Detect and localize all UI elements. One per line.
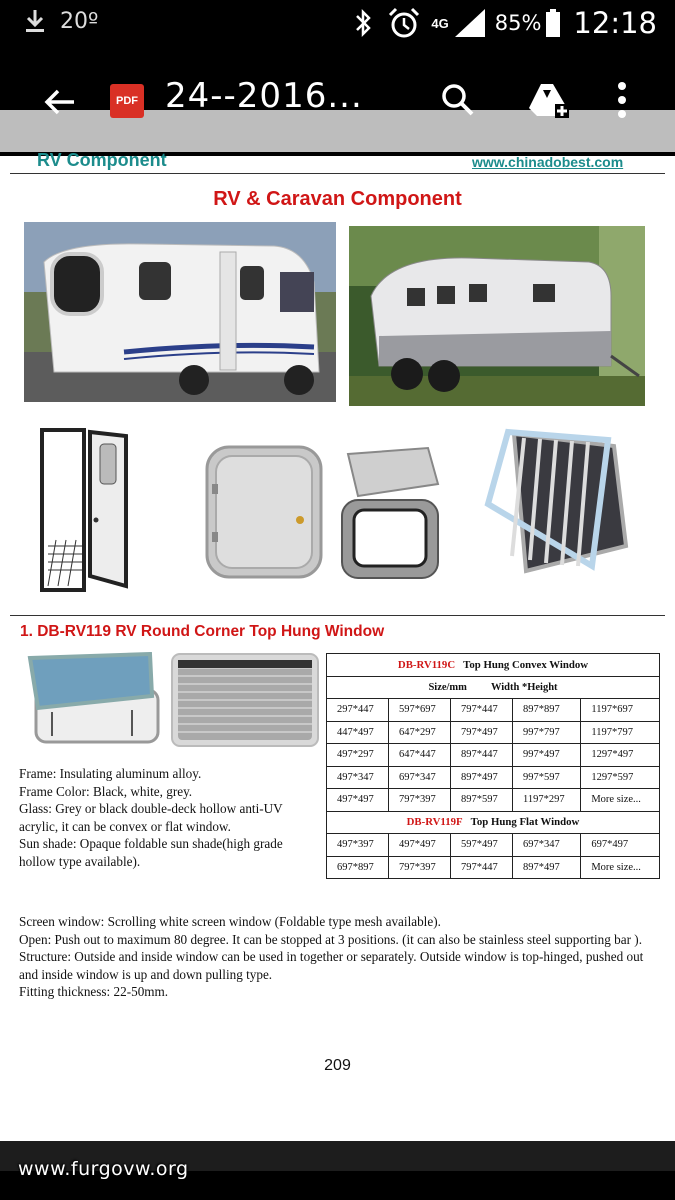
table-cell: 497*397 (327, 834, 389, 857)
network-type: 4G (431, 15, 449, 31)
page-number: 209 (324, 1057, 351, 1074)
locker-door-image (204, 444, 324, 580)
table-row (327, 654, 660, 677)
pdf-badge-label: PDF (116, 95, 138, 107)
page-header-left: RV Component (37, 150, 167, 170)
table-cell: 697*897 (327, 856, 389, 879)
spec-text (19, 765, 319, 870)
back-arrow-icon[interactable] (40, 82, 80, 122)
table-row (327, 744, 660, 767)
window-with-bars-image (484, 426, 636, 576)
table-row (327, 721, 660, 744)
drive-add-icon[interactable] (527, 80, 571, 120)
search-icon[interactable] (438, 80, 478, 120)
table-cell: 897*447 (451, 744, 513, 767)
table-cell: 597*497 (451, 834, 513, 857)
download-icon (24, 8, 46, 34)
description-text (19, 913, 659, 1001)
table-row (327, 834, 660, 857)
more-vert-icon[interactable] (608, 78, 636, 122)
section-rule (10, 615, 665, 616)
status-left (24, 8, 98, 34)
bluetooth-icon (353, 8, 373, 38)
table-cell: 497*497 (389, 834, 451, 857)
size-header: Size/mm (428, 681, 467, 693)
desc-fitting-thickness: Fitting thickness: 22-50mm. (19, 984, 169, 999)
table-cell: 897*497 (451, 766, 513, 789)
table-cell: 797*447 (451, 856, 513, 879)
status-right (353, 6, 657, 40)
header-rule (10, 173, 665, 174)
table-cell: 997*497 (513, 744, 581, 767)
flat-title-cell (327, 811, 660, 834)
alarm-icon (387, 6, 421, 40)
table-cell: 697*347 (513, 834, 581, 857)
table-cell: 1297*597 (581, 766, 660, 789)
table-cell: 447*497 (327, 721, 389, 744)
desc-open: Open: Push out to maximum 80 degree. It can be stopped at 3 positions. (it can also be stainless steel supporting bar ). (19, 931, 642, 947)
table-cell: 697*347 (389, 766, 451, 789)
table-cell: More size... (581, 789, 660, 812)
rv-door-image (38, 426, 133, 594)
pdf-page[interactable] (0, 150, 675, 1141)
table-cell: 1197*697 (581, 699, 660, 722)
convex-code: DB-RV119C (397, 658, 456, 671)
spec-frame: Frame: Insulating aluminum alloy. (19, 766, 202, 781)
desc-structure: Structure: Outside and inside window can be used in together or separately. Outside window is top-hinged, pushed out and inside window is up and down pulling type. (19, 949, 644, 982)
temperature: 20º (60, 8, 99, 34)
table-cell: 797*447 (451, 699, 513, 722)
pdf-file-icon (110, 84, 144, 118)
horse-trailer-photo (349, 226, 645, 406)
table-row (327, 699, 660, 722)
table-cell: 797*497 (451, 721, 513, 744)
table-cell: 997*797 (513, 721, 581, 744)
spec-glass: Glass: Grey or black double-deck hollow anti-UV acrylic, it can be convex or flat window. (19, 801, 283, 834)
convex-title-cell (327, 654, 660, 677)
flat-title: Top Hung Flat Window (470, 816, 580, 829)
table-cell: 497*347 (327, 766, 389, 789)
page-heading: RV & Caravan Component (213, 188, 462, 210)
table-row (327, 856, 660, 879)
table-row (327, 789, 660, 812)
table-cell: 497*497 (327, 789, 389, 812)
table-cell: More size... (581, 856, 660, 879)
table-cell: 497*297 (327, 744, 389, 767)
blind-screen-image (170, 652, 320, 748)
table-cell: 997*597 (513, 766, 581, 789)
table-cell: 897*597 (451, 789, 513, 812)
battery-percent: 85% (494, 11, 542, 35)
status-bar (0, 0, 675, 48)
size-header-dims: Width *Height (490, 681, 558, 693)
page-top-shadow (0, 110, 675, 152)
battery-icon (545, 8, 561, 38)
size-table (326, 653, 660, 879)
motorhome-photo (24, 222, 336, 402)
size-header-cell (327, 676, 660, 699)
table-cell: 1297*497 (581, 744, 660, 767)
section-title: 1. DB-RV119 RV Round Corner Top Hung Window (20, 623, 385, 640)
table-row (327, 811, 660, 834)
table-cell: 647*297 (389, 721, 451, 744)
spec-frame-color: Frame Color: Black, white, grey. (19, 783, 193, 799)
document-title: 24--2016... (165, 76, 363, 116)
table-row (327, 766, 660, 789)
table-cell: 797*397 (389, 789, 451, 812)
table-cell: 597*697 (389, 699, 451, 722)
table-cell: 897*497 (513, 856, 581, 879)
spec-sun-shade: Sun shade: Opaque foldable sun shade(high grade hollow type available). (19, 836, 283, 869)
top-hung-window-image (22, 652, 162, 746)
convex-title: Top Hung Convex Window (463, 658, 589, 671)
page-header-url[interactable]: www.chinadobest.com (472, 154, 624, 170)
hatch-open-image (338, 444, 444, 584)
table-row (327, 676, 660, 699)
signal-icon (453, 7, 487, 39)
watermark: www.furgovw.org (18, 1158, 189, 1180)
desc-screen-window: Screen window: Scrolling white screen window (Foldable type mesh available). (19, 914, 441, 929)
clock: 12:18 (573, 6, 657, 40)
app-bar (0, 48, 675, 156)
table-cell: 797*397 (389, 856, 451, 879)
table-cell: 1197*797 (581, 721, 660, 744)
table-cell: 897*897 (513, 699, 581, 722)
table-cell: 697*497 (581, 834, 660, 857)
table-cell: 297*447 (327, 699, 389, 722)
flat-code: DB-RV119F (406, 816, 463, 829)
table-cell: 647*447 (389, 744, 451, 767)
table-cell: 1197*297 (513, 789, 581, 812)
